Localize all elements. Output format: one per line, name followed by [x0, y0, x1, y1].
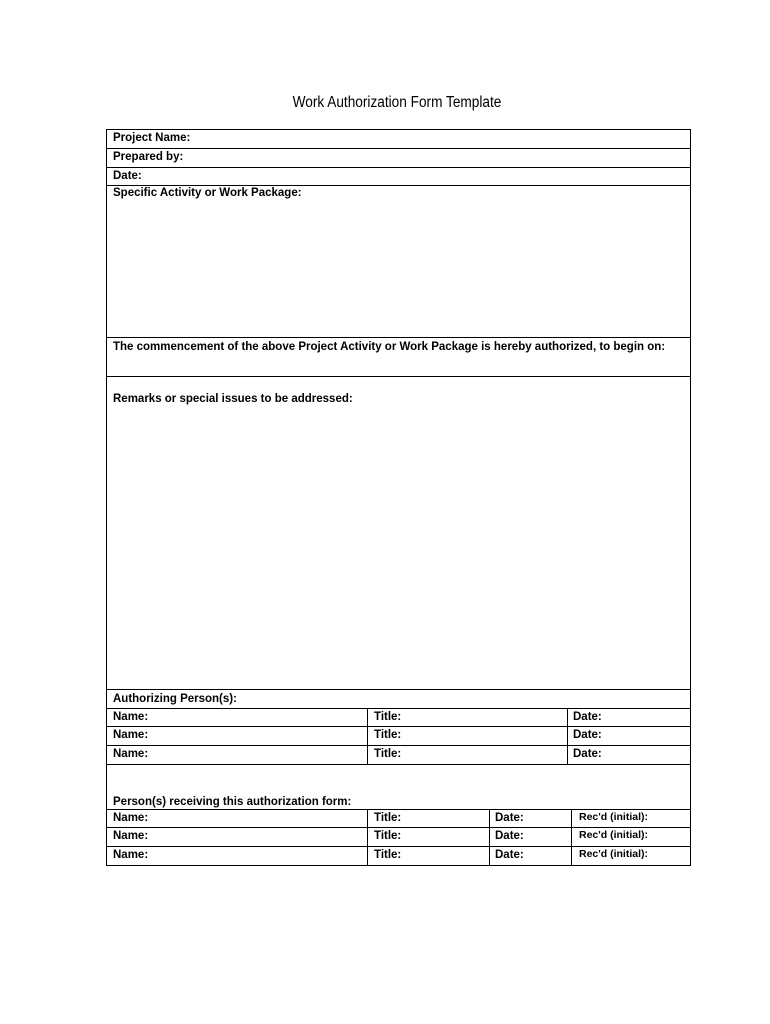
- prepared-by-field[interactable]: Prepared by:: [113, 151, 184, 163]
- divider: [106, 376, 691, 377]
- recv-name-field[interactable]: Name:: [113, 830, 149, 842]
- recv-date-field[interactable]: Date:: [495, 812, 524, 824]
- divider: [106, 764, 691, 765]
- auth-title-field[interactable]: Title:: [374, 729, 402, 741]
- column-divider: [571, 809, 572, 865]
- auth-date-field[interactable]: Date:: [573, 748, 602, 760]
- auth-title-field[interactable]: Title:: [374, 711, 402, 723]
- divider: [106, 337, 691, 338]
- divider: [106, 185, 691, 186]
- column-divider: [367, 708, 368, 765]
- auth-date-field[interactable]: Date:: [573, 711, 602, 723]
- recv-title-field[interactable]: Title:: [374, 849, 402, 861]
- recv-initial-field[interactable]: Rec'd (initial):: [579, 829, 648, 841]
- divider: [106, 167, 691, 168]
- recv-title-field[interactable]: Title:: [374, 830, 402, 842]
- date-field[interactable]: Date:: [113, 170, 142, 182]
- recv-initial-field[interactable]: Rec'd (initial):: [579, 811, 648, 823]
- divider: [106, 846, 691, 847]
- auth-name-field[interactable]: Name:: [113, 748, 149, 760]
- project-name-field[interactable]: Project Name:: [113, 132, 191, 144]
- recv-name-field[interactable]: Name:: [113, 849, 149, 861]
- recv-date-field[interactable]: Date:: [495, 830, 524, 842]
- auth-name-field[interactable]: Name:: [113, 711, 149, 723]
- remarks-field[interactable]: Remarks or special issues to be addressed:: [113, 393, 353, 405]
- divider: [106, 689, 691, 690]
- auth-date-field[interactable]: Date:: [573, 729, 602, 741]
- divider: [106, 148, 691, 149]
- divider: [106, 827, 691, 828]
- divider: [106, 726, 691, 727]
- commencement-field[interactable]: The commencement of the above Project Activity or Work Package is hereby authorized, to begin on:: [113, 341, 666, 353]
- divider: [106, 708, 691, 709]
- authorizing-heading: Authorizing Person(s):: [113, 693, 237, 705]
- column-divider: [489, 809, 490, 865]
- column-divider: [367, 809, 368, 865]
- page-title: Work Authorization Form Template: [292, 94, 502, 111]
- recv-initial-field[interactable]: Rec'd (initial):: [579, 848, 648, 860]
- divider: [106, 809, 691, 810]
- recv-date-field[interactable]: Date:: [495, 849, 524, 861]
- authorization-form: [106, 129, 691, 866]
- auth-name-field[interactable]: Name:: [113, 729, 149, 741]
- auth-title-field[interactable]: Title:: [374, 748, 402, 760]
- activity-field[interactable]: Specific Activity or Work Package:: [113, 187, 302, 199]
- recv-name-field[interactable]: Name:: [113, 812, 149, 824]
- divider: [106, 745, 691, 746]
- column-divider: [567, 708, 568, 765]
- receiving-heading: Person(s) receiving this authorization form:: [113, 796, 352, 808]
- recv-title-field[interactable]: Title:: [374, 812, 402, 824]
